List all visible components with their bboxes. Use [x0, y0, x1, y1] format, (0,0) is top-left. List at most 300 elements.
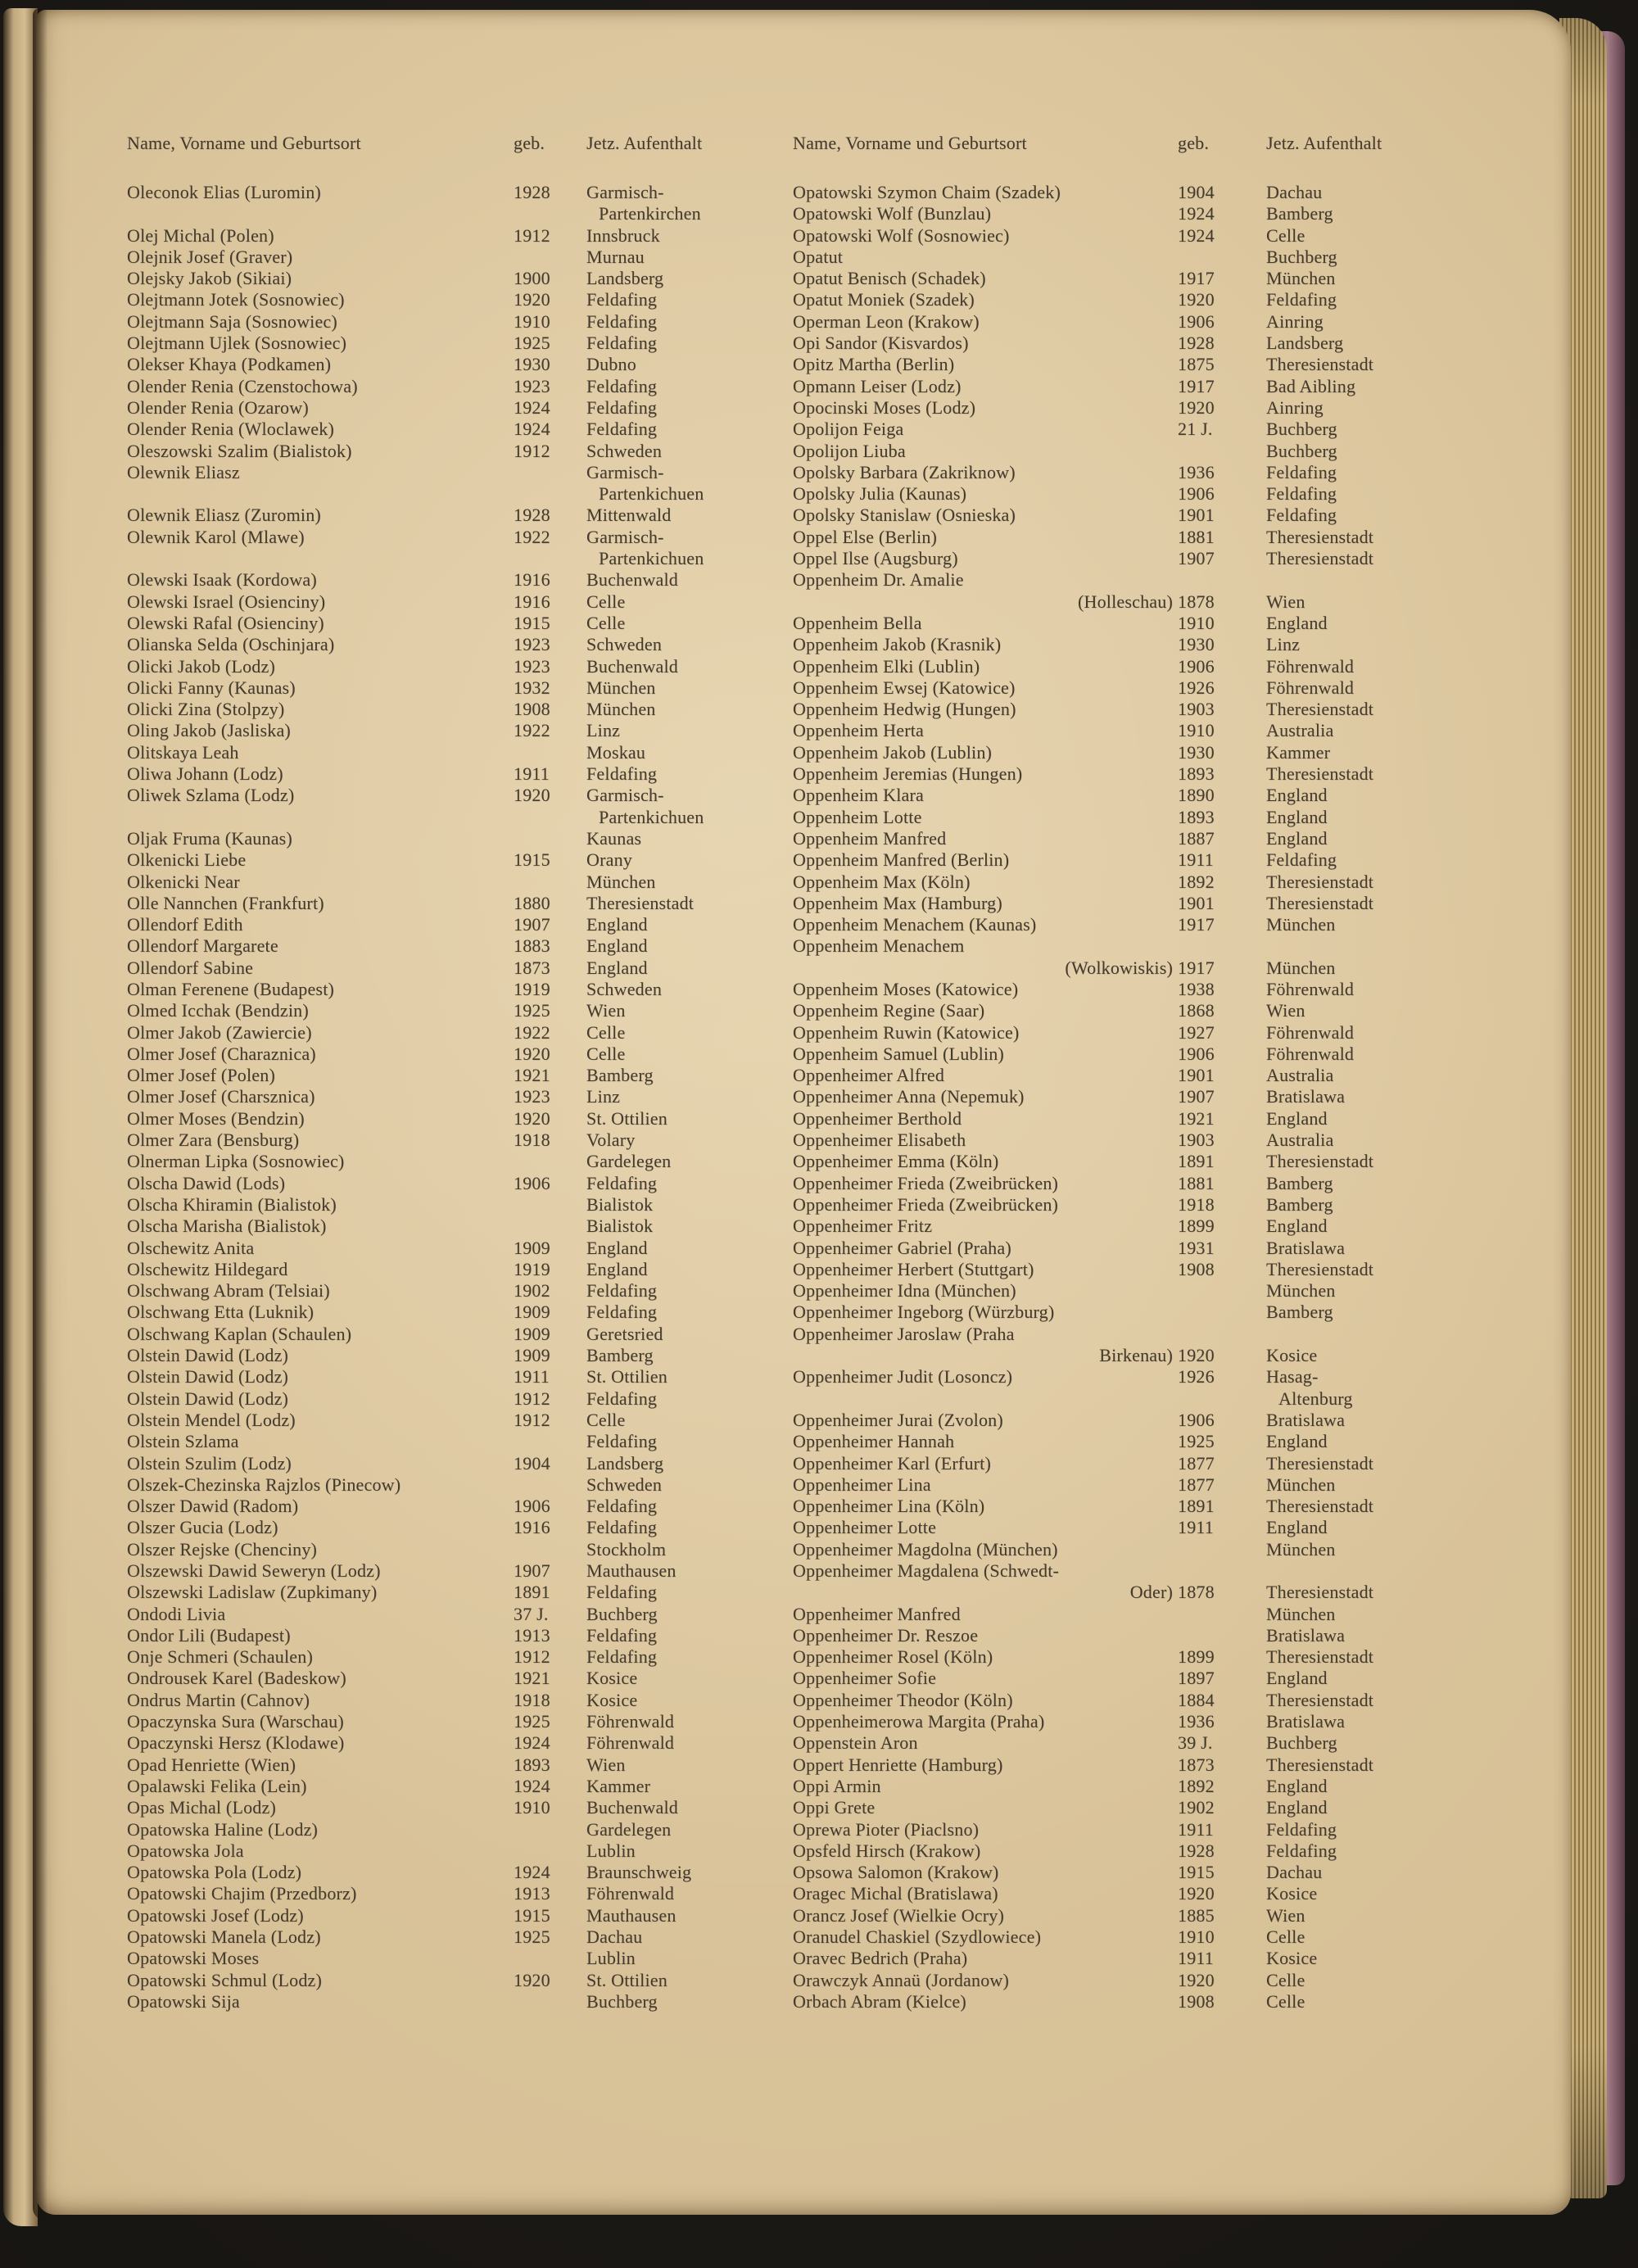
residence-cell: Schweden — [586, 634, 663, 655]
birthyear-cell: 1907 — [1178, 548, 1215, 569]
table-row — [127, 462, 782, 483]
residence-cell: Dubno — [586, 354, 636, 375]
residence-cell: England — [1266, 1431, 1328, 1452]
table-row — [127, 1862, 782, 1883]
residence-cell: Buchenwald — [586, 655, 678, 677]
table-row — [793, 1625, 1459, 1646]
residence-cell: Schweden — [586, 440, 663, 461]
residence-cell: München — [1266, 1474, 1336, 1495]
residence-cell: Partenkichuen — [599, 806, 704, 827]
table-row — [127, 247, 782, 268]
birthyear-cell: 1919 — [514, 978, 550, 999]
table-row — [127, 1151, 782, 1172]
table-row — [793, 979, 1459, 1000]
residence-cell: Theresienstadt — [1266, 1646, 1374, 1668]
residence-cell: Kosice — [1266, 1345, 1318, 1366]
name-cell: Olewnik Karol (Mlawe) — [127, 526, 305, 547]
name-cell: Oppenstein Aron — [793, 1732, 918, 1754]
column-header-residence: Jetz. Aufenthalt — [586, 133, 703, 153]
table-row — [127, 1560, 782, 1582]
name-cell: Opatowski Sija — [127, 1990, 240, 2012]
table-row — [793, 1151, 1459, 1172]
table-row — [127, 1797, 782, 1818]
birthyear-cell: 1917 — [1178, 268, 1215, 289]
table-row — [793, 1970, 1459, 1991]
birthyear-cell: 1911 — [1178, 1948, 1214, 1969]
table-row — [793, 1086, 1459, 1107]
table-row — [127, 1776, 782, 1797]
table-row — [793, 785, 1459, 806]
name-cell: Olmer Jakob (Zawiercie) — [127, 1021, 312, 1043]
residence-cell: Celle — [1266, 1926, 1305, 1948]
birthyear-cell: 1904 — [1178, 182, 1215, 202]
residence-cell: Bialistok — [586, 1193, 654, 1215]
residence-cell: Hasag- — [1266, 1366, 1319, 1388]
name-cell: Oppi Grete — [793, 1797, 876, 1818]
table-row — [793, 569, 1459, 591]
name-cell: Olszer Rejske (Chenciny) — [127, 1538, 318, 1560]
name-cell: Orawczyk Annaü (Jordanow) — [793, 1969, 1010, 1990]
name-cell: Onje Schmeri (Schaulen) — [127, 1646, 313, 1668]
table-row — [793, 1065, 1459, 1086]
name-cell: Oppi Armin — [793, 1775, 881, 1796]
name-cell: Oppenheim Regine (Saar) — [793, 1000, 985, 1021]
birthyear-cell: 1909 — [514, 1345, 550, 1366]
name-cell: Opatowski Wolf (Sosnowiec) — [793, 224, 1010, 246]
residence-cell: Theresienstadt — [1266, 892, 1374, 913]
table-row — [127, 225, 782, 247]
residence-cell: Dachau — [586, 1926, 643, 1948]
residence-cell: Garmisch- — [586, 526, 664, 547]
birthyear-cell: 1910 — [1178, 720, 1215, 741]
table-row — [793, 656, 1459, 677]
name-cell: Opsfeld Hirsch (Krakow) — [793, 1840, 981, 1861]
table-row — [127, 1366, 782, 1388]
residence-cell: München — [586, 871, 656, 892]
name-cell: Oppenheim Ewsej (Katowice) — [793, 677, 1016, 698]
table-row — [127, 1259, 782, 1280]
table-row — [793, 462, 1459, 483]
residence-cell: München — [1266, 957, 1336, 978]
name-cell: Oppenheim Menachem (Kaunas) — [793, 914, 1037, 935]
name-cell: Olkenicki Liebe — [127, 849, 247, 871]
table-row — [127, 1732, 782, 1754]
table-row — [793, 483, 1459, 505]
name-cell: Olmer Josef (Polen) — [127, 1065, 275, 1086]
birthyear-cell: 1909 — [514, 1323, 550, 1344]
table-row — [127, 203, 782, 224]
birthyear-cell: 1918 — [514, 1129, 550, 1151]
residence-cell: Mauthausen — [586, 1560, 676, 1581]
name-cell: Oravec Bedrich (Praha) — [793, 1948, 968, 1969]
residence-cell: Mittenwald — [586, 505, 672, 526]
residence-cell: Bratislawa — [1266, 1086, 1346, 1107]
name-cell: Oppenheim Max (Hamburg) — [793, 892, 1002, 913]
table-row — [793, 225, 1459, 247]
name-cell: Opatut Moniek (Szadek) — [793, 289, 975, 310]
table-row — [127, 634, 782, 655]
residence-cell: Kosice — [586, 1689, 638, 1710]
table-row — [127, 1905, 782, 1926]
residence-cell: Föhrenwald — [586, 1732, 675, 1754]
name-cell: Oleconok Elias (Luromin) — [127, 182, 321, 202]
name-cell: Oppenheimer Hannah — [793, 1431, 955, 1452]
birthyear-cell: 1915 — [514, 849, 550, 871]
birthyear-cell: 1903 — [1178, 1129, 1215, 1151]
name-cell: Opolijon Feiga — [793, 419, 904, 440]
table-row — [793, 1668, 1459, 1689]
name-cell: Opatowski Moses — [127, 1948, 260, 1969]
name-cell: Opatowski Josef (Lodz) — [127, 1904, 304, 1926]
name-cell: Olstein Dawid (Lodz) — [127, 1345, 289, 1366]
table-row — [793, 419, 1459, 440]
residence-cell: Kosice — [1266, 1948, 1318, 1969]
table-row — [127, 376, 782, 397]
birthyear-cell: 1925 — [514, 333, 550, 354]
name-cell: Olschwang Abram (Telsiai) — [127, 1280, 330, 1301]
residence-cell: Buchberg — [586, 1990, 658, 2012]
table-row — [793, 1517, 1459, 1538]
name-cell: Olszer Gucia (Lodz) — [127, 1517, 278, 1538]
registry-column-right — [793, 182, 1459, 2012]
birthyear-cell: 1919 — [514, 1258, 550, 1279]
residence-cell: Feldafing — [1266, 505, 1337, 526]
birthyear-cell: 1920 — [514, 785, 550, 806]
name-cell: Oppenheim Max (Köln) — [793, 871, 971, 892]
table-row — [127, 1431, 782, 1452]
table-row — [127, 591, 782, 613]
residence-cell: Kaunas — [586, 827, 642, 849]
birthyear-cell: 1906 — [1178, 1409, 1215, 1430]
table-row — [793, 677, 1459, 699]
birthyear-cell: 1915 — [514, 1904, 550, 1926]
table-row — [793, 1905, 1459, 1926]
birthyear-cell: 1873 — [1178, 1754, 1215, 1775]
page-crease-shadow — [33, 8, 48, 2220]
name-cell: Olicki Zina (Stolpzy) — [127, 699, 285, 720]
name-cell: Ollendorf Margarete — [127, 935, 278, 957]
table-row — [793, 1948, 1459, 1969]
table-row — [127, 268, 782, 289]
name-cell: Olejnik Josef (Graver) — [127, 246, 293, 267]
table-row — [127, 311, 782, 333]
name-cell: Opolsky Stanislaw (Osnieska) — [793, 505, 1016, 526]
birthyear-cell: 1920 — [514, 1043, 550, 1064]
birthyear-cell: 1912 — [514, 1409, 550, 1430]
table-row — [127, 720, 782, 741]
table-row — [127, 1582, 782, 1603]
residence-cell: Theresienstadt — [586, 892, 695, 913]
name-cell: Olejsky Jakob (Sikiai) — [127, 268, 292, 289]
name-cell: Opatowski Wolf (Bunzlau) — [793, 203, 992, 224]
residence-cell: Theresienstadt — [1266, 1689, 1374, 1710]
name-cell: Oppenheim Samuel (Lublin) — [793, 1043, 1004, 1064]
birthyear-cell: 1910 — [1178, 612, 1215, 633]
table-row — [127, 1883, 782, 1904]
residence-cell: England — [586, 935, 648, 957]
table-row — [127, 1970, 782, 1991]
name-cell: Olman Ferenene (Budapest) — [127, 978, 335, 999]
name-cell: Oppenheimer Jaroslaw (Praha — [793, 1323, 1015, 1344]
name-cell: Oprewa Pioter (Piaclsno) — [793, 1818, 980, 1840]
name-cell: Opsowa Salomon (Krakow) — [793, 1862, 999, 1883]
name-cell: Oppenheimer Lina — [793, 1474, 931, 1495]
name-cell: Olkenicki Near — [127, 871, 240, 892]
name-cell: (Holleschau) — [1077, 591, 1173, 612]
column-header-residence: Jetz. Aufenthalt — [1266, 133, 1382, 153]
name-cell: Oppenheim Elki (Lublin) — [793, 655, 980, 677]
birthyear-cell: 1908 — [514, 699, 550, 720]
name-cell: Orbach Abram (Kielce) — [793, 1990, 966, 2012]
table-row — [793, 720, 1459, 741]
table-row — [793, 1883, 1459, 1904]
table-row — [127, 1388, 782, 1410]
birthyear-cell: 1909 — [514, 1301, 550, 1323]
table-row — [127, 1086, 782, 1107]
name-cell: Olscha Khiramin (Bialistok) — [127, 1193, 337, 1215]
birthyear-cell: 1925 — [514, 1000, 550, 1021]
birthyear-cell: 1928 — [514, 182, 550, 202]
birthyear-cell: 1924 — [1178, 203, 1215, 224]
residence-cell: Feldafing — [586, 1517, 658, 1538]
residence-cell: Bratislawa — [1266, 1711, 1346, 1732]
residence-cell: England — [1266, 827, 1328, 849]
name-cell: Olender Renia (Czenstochowa) — [127, 375, 358, 396]
table-row — [793, 1301, 1459, 1323]
residence-cell: Landsberg — [1266, 333, 1344, 354]
birthyear-cell: 1927 — [1178, 1021, 1215, 1043]
name-cell: Oppenheim Manfred — [793, 827, 947, 849]
name-cell: Opatowska Pola (Lodz) — [127, 1862, 302, 1883]
table-row — [127, 1948, 782, 1969]
birthyear-cell: 1884 — [1178, 1689, 1215, 1710]
name-cell: Opas Michal (Lodz) — [127, 1797, 276, 1818]
table-row — [793, 1690, 1459, 1711]
residence-cell: St. Ottilien — [586, 1366, 667, 1388]
birthyear-cell: 1902 — [514, 1280, 550, 1301]
table-row — [127, 1840, 782, 1862]
table-row — [127, 1345, 782, 1366]
residence-cell: Feldafing — [1266, 1818, 1337, 1840]
birthyear-cell: 1897 — [1178, 1668, 1215, 1689]
residence-cell: Mauthausen — [586, 1904, 676, 1926]
name-cell: Oppenheimer Lotte — [793, 1517, 937, 1538]
table-row — [127, 1022, 782, 1043]
name-cell: Oppenheimer Rosel (Köln) — [793, 1646, 993, 1668]
residence-cell: England — [1266, 1775, 1328, 1796]
table-row — [793, 957, 1459, 979]
birthyear-cell: 1921 — [1178, 1107, 1215, 1129]
residence-cell: Föhrenwald — [1266, 1021, 1355, 1043]
birthyear-cell: 21 J. — [1178, 419, 1213, 440]
residence-cell: Feldafing — [1266, 1840, 1337, 1861]
name-cell: Oppenheim Menachem — [793, 935, 965, 957]
name-cell: Oppenheimer Magdolna (München) — [793, 1538, 1058, 1560]
name-cell: Oppenheimer Dr. Reszoe — [793, 1624, 979, 1646]
table-row — [127, 656, 782, 677]
name-cell: Oliwek Szlama (Lodz) — [127, 785, 295, 806]
birthyear-cell: 1923 — [514, 634, 550, 655]
residence-cell: Buchberg — [1266, 440, 1337, 461]
birthyear-cell: 1921 — [514, 1668, 550, 1689]
residence-cell: Buchenwald — [586, 569, 678, 591]
name-cell: Olszek-Chezinska Rajzlos (Pinecow) — [127, 1474, 401, 1495]
residence-cell: Bialistok — [586, 1215, 654, 1237]
name-cell: Opatut Benisch (Schadek) — [793, 268, 986, 289]
name-cell: Oppenheimer Frieda (Zweibrücken) — [793, 1172, 1059, 1193]
birthyear-cell: 1883 — [514, 935, 550, 957]
name-cell: Oppenheimer Herbert (Stuttgart) — [793, 1258, 1034, 1279]
column-header-geb: geb. — [514, 133, 545, 153]
residence-cell: Gardelegen — [586, 1151, 672, 1172]
birthyear-cell: 1891 — [1178, 1151, 1215, 1172]
birthyear-cell: 1901 — [1178, 892, 1215, 913]
residence-cell: Altenburg — [1278, 1388, 1353, 1409]
name-cell: Olschwang Kaplan (Schaulen) — [127, 1323, 352, 1344]
name-cell: Ondrus Martin (Cahnov) — [127, 1689, 310, 1710]
table-row — [793, 1474, 1459, 1496]
birthyear-cell: 1907 — [514, 1560, 550, 1581]
birthyear-cell: 1893 — [514, 1754, 550, 1775]
birthyear-cell: 1916 — [514, 1517, 550, 1538]
birthyear-cell: 1873 — [514, 957, 550, 978]
name-cell: Olmer Moses (Bendzin) — [127, 1107, 305, 1129]
table-row — [127, 1194, 782, 1215]
table-row — [793, 548, 1459, 569]
residence-cell: Feldafing — [586, 1301, 658, 1323]
residence-cell: Feldafing — [586, 1646, 658, 1668]
name-cell: (Wolkowiskis) — [1065, 957, 1173, 978]
residence-cell: Dachau — [1266, 182, 1323, 202]
residence-cell: St. Ottilien — [586, 1107, 667, 1129]
table-row — [127, 1668, 782, 1689]
residence-cell: Feldafing — [1266, 289, 1337, 310]
residence-cell: Celle — [586, 612, 626, 633]
name-cell: Olewnik Eliasz — [127, 461, 240, 482]
residence-cell: Feldafing — [586, 763, 658, 785]
birthyear-cell: 1906 — [1178, 1043, 1215, 1064]
name-cell: Oppenheim Dr. Amalie — [793, 569, 964, 591]
residence-cell: Theresienstadt — [1266, 1151, 1374, 1172]
residence-cell: Feldafing — [586, 1496, 658, 1517]
table-row — [127, 1065, 782, 1086]
residence-cell: Theresienstadt — [1266, 354, 1374, 375]
residence-cell: England — [1266, 806, 1328, 827]
name-cell: Opolijon Liuba — [793, 440, 906, 461]
table-row — [793, 268, 1459, 289]
residence-cell: Wien — [586, 1754, 626, 1775]
birthyear-cell: 1920 — [514, 289, 550, 310]
residence-cell: Föhrenwald — [586, 1883, 675, 1904]
name-cell: Oppenheimer Sofie — [793, 1668, 937, 1689]
residence-cell: Garmisch- — [586, 182, 664, 202]
birthyear-cell: 1906 — [514, 1172, 550, 1193]
table-row — [127, 1324, 782, 1345]
table-row — [127, 548, 782, 569]
header-group-left — [127, 133, 782, 154]
residence-cell: Dachau — [1266, 1862, 1323, 1883]
table-row — [127, 1625, 782, 1646]
birthyear-cell: 1906 — [514, 1496, 550, 1517]
name-cell: Olstein Mendel (Lodz) — [127, 1409, 296, 1430]
table-row — [127, 1043, 782, 1065]
name-cell: Opaczynski Hersz (Klodawe) — [127, 1732, 345, 1754]
table-row — [127, 1926, 782, 1948]
table-row — [127, 483, 782, 505]
table-row — [793, 1604, 1459, 1625]
residence-cell: Lublin — [586, 1840, 636, 1861]
name-cell: Olitskaya Leah — [127, 741, 239, 763]
birthyear-cell: 1911 — [1178, 1818, 1214, 1840]
name-cell: Oleszowski Szalim (Bialistok) — [127, 440, 352, 461]
name-cell: Oppert Henriette (Hamburg) — [793, 1754, 1003, 1775]
birthyear-cell: 1902 — [1178, 1797, 1215, 1818]
residence-cell: Föhrenwald — [1266, 655, 1355, 677]
residence-cell: Partenkichuen — [599, 548, 704, 569]
table-row — [793, 1173, 1459, 1194]
table-row — [793, 1646, 1459, 1668]
name-cell: Oppenheimer Berthold — [793, 1107, 962, 1129]
name-cell: Oppel Ilse (Augsburg) — [793, 548, 958, 569]
name-cell: Oppenheim Bella — [793, 612, 922, 633]
residence-cell: Theresienstadt — [1266, 1496, 1374, 1517]
birthyear-cell: 1911 — [514, 763, 550, 785]
birthyear-cell: 1926 — [1178, 677, 1215, 698]
name-cell: Opolsky Barbara (Zakriknow) — [793, 461, 1016, 482]
birthyear-cell: 1901 — [1178, 1065, 1215, 1086]
name-cell: Oppenheimer Theodor (Köln) — [793, 1689, 1013, 1710]
table-row — [793, 699, 1459, 720]
residence-cell: München — [586, 699, 656, 720]
name-cell: Oppenheimer Lina (Köln) — [793, 1496, 985, 1517]
table-row — [127, 914, 782, 935]
name-cell: Olmer Josef (Charsznica) — [127, 1086, 315, 1107]
birthyear-cell: 1917 — [1178, 957, 1215, 978]
residence-cell: Theresienstadt — [1266, 1258, 1374, 1279]
table-row — [127, 1604, 782, 1625]
table-row — [127, 935, 782, 957]
table-row — [793, 1000, 1459, 1021]
name-cell: Olej Michal (Polen) — [127, 224, 274, 246]
residence-cell: Braunschweig — [586, 1862, 692, 1883]
table-row — [793, 1215, 1459, 1237]
birthyear-cell: 1875 — [1178, 354, 1215, 375]
table-row — [127, 1280, 782, 1301]
birthyear-cell: 1878 — [1178, 591, 1215, 612]
name-cell: Oppenheimer Ingeborg (Würzburg) — [793, 1301, 1055, 1323]
name-cell: Oppenheimer Emma (Köln) — [793, 1151, 999, 1172]
table-row — [793, 354, 1459, 375]
table-row — [127, 699, 782, 720]
table-row — [127, 807, 782, 828]
name-cell: Olewnik Eliasz (Zuromin) — [127, 505, 321, 526]
name-cell: Oppenheim Herta — [793, 720, 924, 741]
birthyear-cell: 1917 — [1178, 375, 1215, 396]
name-cell: Oppenheimer Jurai (Zvolon) — [793, 1409, 1003, 1430]
residence-cell: England — [1266, 1668, 1328, 1689]
table-row — [127, 1754, 782, 1776]
table-row — [793, 376, 1459, 397]
residence-cell: Celle — [586, 1409, 626, 1430]
table-row — [127, 289, 782, 310]
residence-cell: Bamberg — [586, 1065, 654, 1086]
name-cell: Opocinski Moses (Lodz) — [793, 396, 976, 418]
name-cell: Olstein Dawid (Lodz) — [127, 1388, 289, 1409]
birthyear-cell: 1931 — [1178, 1237, 1215, 1258]
residence-cell: Buchberg — [1266, 419, 1337, 440]
name-cell: Olmed Icchak (Bendzin) — [127, 1000, 309, 1021]
birthyear-cell: 1930 — [1178, 634, 1215, 655]
